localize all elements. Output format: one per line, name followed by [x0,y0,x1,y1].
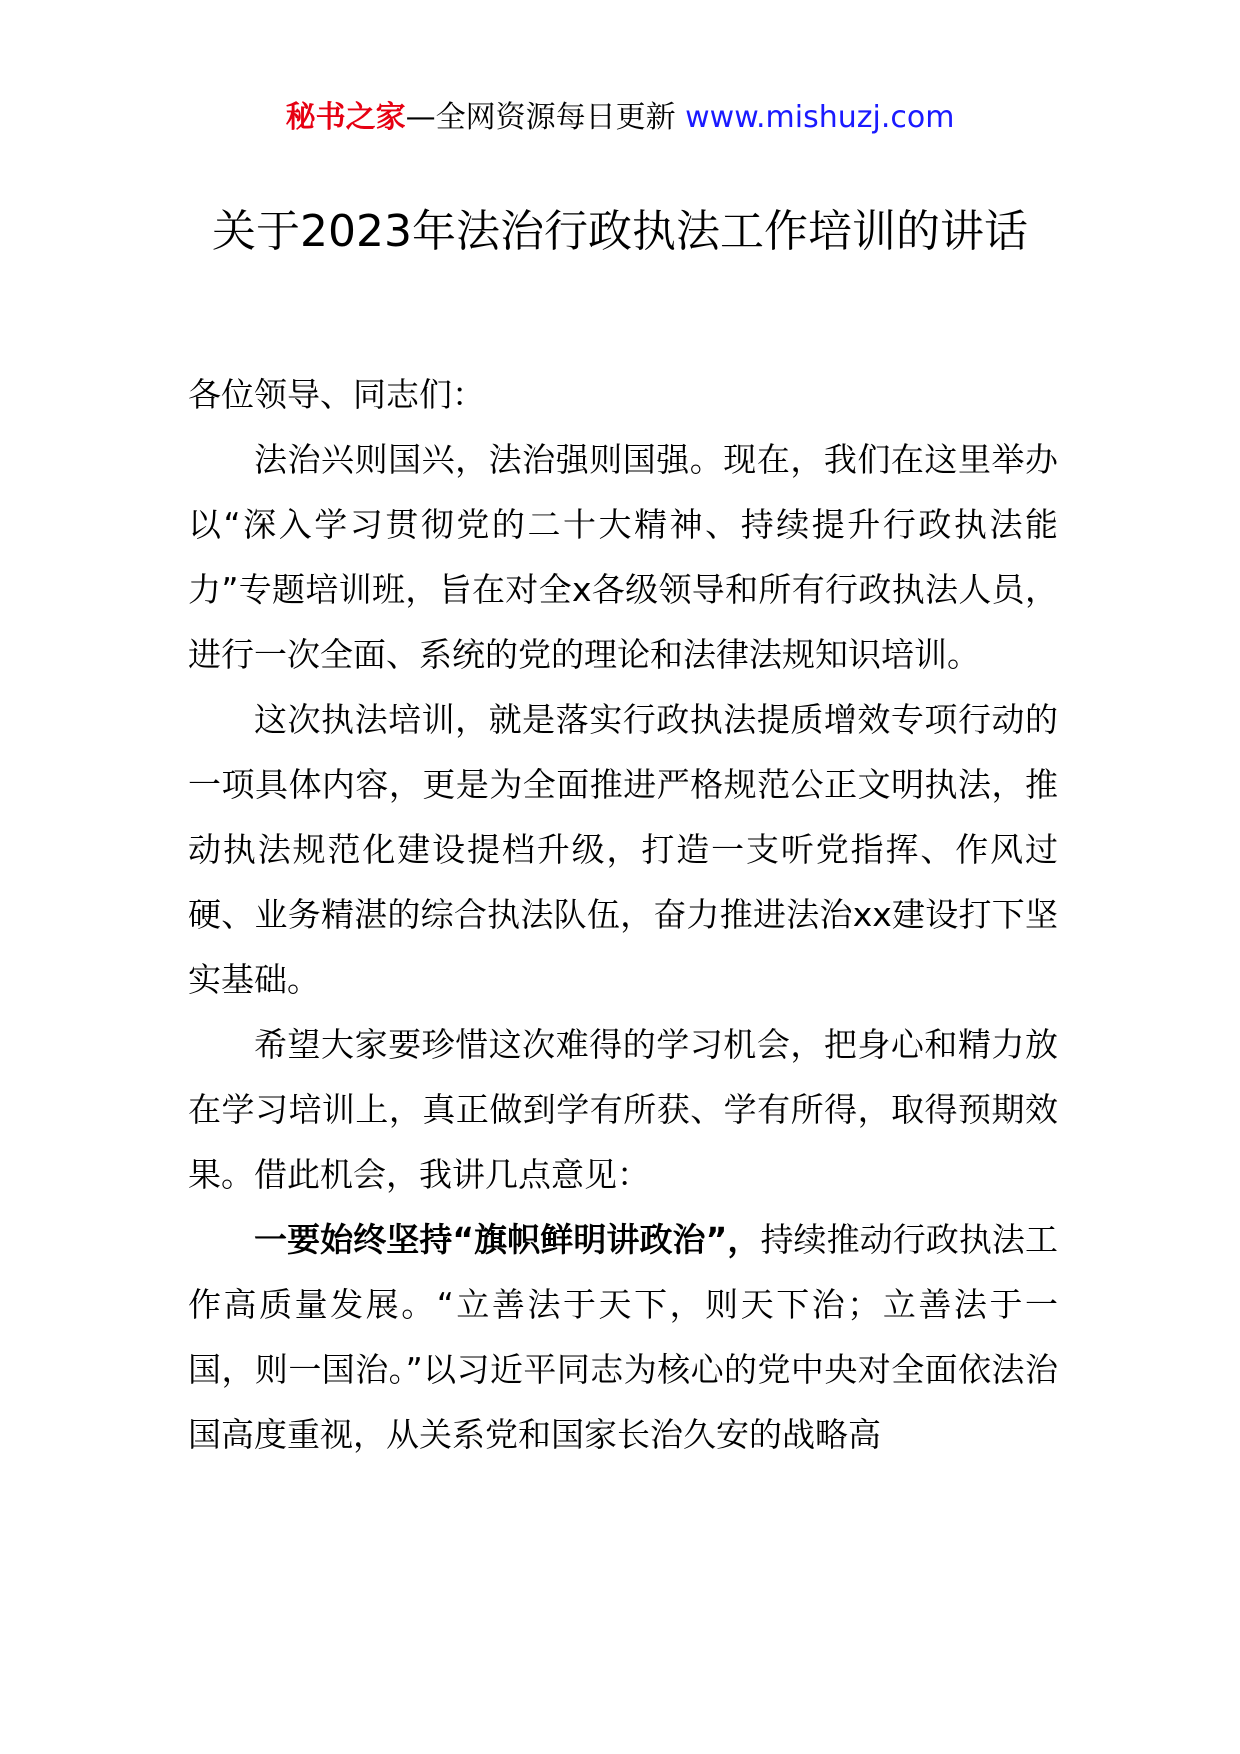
point-1-text: 持续推动行政执法工作高质量发展。“立善法于天下，则天下治；立善法于一国，则一国治。”以习近平同志为核心的党中央对全面依法治国高度重视，从关系党和国家长治久安的战略高 [188,1220,1058,1454]
document-title: 关于2023年法治行政执法工作培训的讲话 [212,206,1028,257]
brand-name: 秘书之家 [285,100,406,135]
paragraph-1: 法治兴则国兴，法治强则国强。现在，我们在这里举办以“深入学习贯彻党的二十大精神、持续提升行政执法能力”专题培训班，旨在对全x各级领导和所有行政执法人员，进行一次全面、系统的党的理论和法律法规知识培训。 [188,440,1058,674]
paragraph-3: 希望大家要珍惜这次难得的学习机会，把身心和精力放在学习培训上，真正做到学有所获、学有所得，取得预期效果。借此机会，我讲几点意见： [188,1025,1058,1194]
point-1-heading: 一要始终坚持“旗帜鲜明讲政治”， [254,1220,761,1259]
paragraph-4 [188,1207,1058,1467]
header-slogan: —全网资源每日更新 [405,100,676,135]
paragraph-2: 这次执法培训，就是落实行政执法提质增效专项行动的一项具体内容，更是为全面推进严格规范公正文明执法，推动执法规范化建设提档升级，打造一支听党指挥、作风过硬、业务精湛的综合执法队伍，奋力推进法治xx建设打下坚实基础。 [188,700,1058,999]
document-body [188,362,1058,1467]
site-url-link[interactable]: www.mishuzj.com [685,100,955,135]
salutation: 各位领导、同志们： [188,375,485,414]
site-header [0,98,1240,138]
